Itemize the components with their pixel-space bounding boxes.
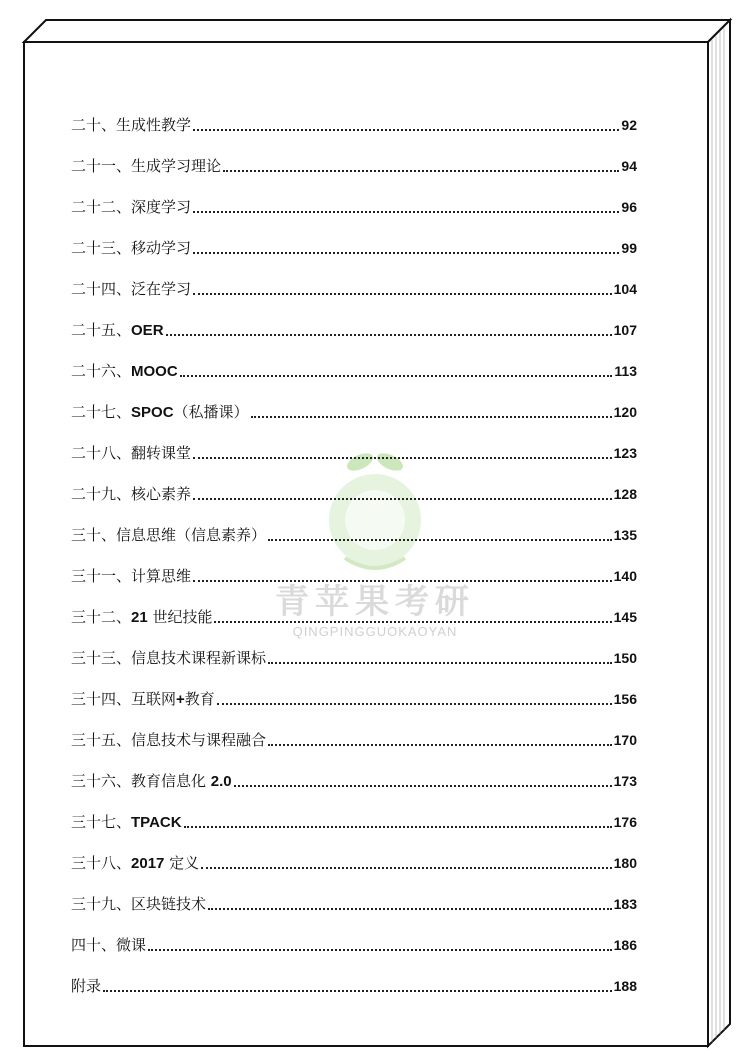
- toc-page-number: 145: [613, 608, 637, 625]
- toc-entry[interactable]: [71, 596, 637, 637]
- toc-entry-title: 二十、生成性教学: [71, 116, 192, 134]
- toc-entry-title: 三十六、教育信息化 2.0: [71, 772, 232, 790]
- toc-page-number: 186: [613, 936, 637, 953]
- toc-leader-dots: [184, 826, 612, 828]
- toc-entry-title: 四十、微课: [71, 936, 147, 954]
- toc-leader-dots: [234, 785, 612, 787]
- toc-entry[interactable]: [71, 965, 637, 1006]
- toc-entry-title: 二十五、OER: [71, 321, 164, 339]
- toc-entry[interactable]: [71, 637, 637, 678]
- toc-entry-title: 二十六、MOOC: [71, 362, 178, 380]
- toc-page-number: 123: [613, 444, 637, 461]
- toc-entry-title: 三十、信息思维（信息素养）: [71, 526, 267, 544]
- toc-entry[interactable]: [71, 350, 637, 391]
- toc-page-number: 94: [621, 157, 637, 174]
- toc-leader-dots: [223, 170, 619, 172]
- toc-entry-title: 附录: [71, 977, 102, 995]
- toc-entry-title: 二十九、核心素养: [71, 485, 192, 503]
- toc-entry[interactable]: [71, 186, 637, 227]
- toc-leader-dots: [193, 211, 619, 213]
- toc-entry[interactable]: [71, 678, 637, 719]
- toc-entry-title: 三十五、信息技术与课程融合: [71, 731, 267, 749]
- toc-entry-title: 三十九、区块链技术: [71, 895, 207, 913]
- toc-page-number: 107: [613, 321, 637, 338]
- toc-entry[interactable]: [71, 145, 637, 186]
- toc-leader-dots: [193, 580, 612, 582]
- toc-page-number: 180: [613, 854, 637, 871]
- toc-page-number: 96: [621, 198, 637, 215]
- toc-page-number: 183: [613, 895, 637, 912]
- toc-leader-dots: [214, 621, 611, 623]
- toc-leader-dots: [201, 867, 611, 869]
- toc-leader-dots: [193, 252, 619, 254]
- toc-page-number: 104: [613, 280, 637, 297]
- toc-page-number: 99: [621, 239, 637, 256]
- toc-entry-title: 三十一、计算思维: [71, 567, 192, 585]
- toc-page-number: 176: [613, 813, 637, 830]
- toc-entry-title: 二十四、泛在学习: [71, 280, 192, 298]
- toc-entry-title: 三十三、信息技术课程新课标: [71, 649, 267, 667]
- toc-entry[interactable]: [71, 924, 637, 965]
- toc-entry-title: 二十八、翻转课堂: [71, 444, 192, 462]
- toc-entry[interactable]: [71, 391, 637, 432]
- toc-leader-dots: [217, 703, 612, 705]
- toc-leader-dots: [268, 744, 612, 746]
- toc-page-number: 135: [613, 526, 637, 543]
- toc-leader-dots: [166, 334, 612, 336]
- toc-entry[interactable]: [71, 104, 637, 145]
- toc-entry-title: 三十八、2017 定义: [71, 854, 200, 872]
- toc-leader-dots: [251, 416, 612, 418]
- toc-entry[interactable]: [71, 432, 637, 473]
- toc-entry[interactable]: [71, 760, 637, 801]
- toc-leader-dots: [193, 293, 612, 295]
- toc-entry-title: 二十七、SPOC（私播课）: [71, 403, 249, 421]
- toc-entry[interactable]: [71, 555, 637, 596]
- toc-leader-dots: [268, 662, 612, 664]
- toc-page-number: 150: [613, 649, 637, 666]
- watermark-text: 青苹果考研: [275, 582, 475, 622]
- toc-entry[interactable]: [71, 719, 637, 760]
- toc-entry[interactable]: [71, 801, 637, 842]
- toc-leader-dots: [193, 498, 612, 500]
- toc-page-number: 156: [613, 690, 637, 707]
- toc-page-number: 113: [614, 362, 637, 379]
- toc-leader-dots: [148, 949, 612, 951]
- toc-entry[interactable]: [71, 227, 637, 268]
- toc-leader-dots: [193, 129, 619, 131]
- toc-entry-title: 二十一、生成学习理论: [71, 157, 222, 175]
- toc-entry[interactable]: [71, 883, 637, 924]
- toc-entry-title: 二十三、移动学习: [71, 239, 192, 257]
- toc-page-number: 92: [621, 116, 637, 133]
- toc-page-number: 120: [613, 403, 637, 420]
- toc-page-number: 128: [613, 485, 637, 502]
- toc-leader-dots: [103, 990, 612, 992]
- toc-page-number: 170: [613, 731, 637, 748]
- toc-entry[interactable]: [71, 842, 637, 883]
- watermark-subtext: QINGPINGGUOKAOYAN: [292, 624, 458, 639]
- toc-entry[interactable]: [71, 514, 637, 555]
- toc-page-number: 140: [613, 567, 637, 584]
- toc-entry-title: 三十七、TPACK: [71, 813, 182, 831]
- toc-leader-dots: [180, 375, 613, 377]
- toc-entry-title: 三十四、互联网+教育: [71, 690, 215, 708]
- toc-entry[interactable]: [71, 473, 637, 514]
- table-of-contents: [71, 104, 637, 1006]
- toc-page-number: 173: [613, 772, 637, 789]
- toc-entry[interactable]: [71, 309, 637, 350]
- toc-entry-title: 二十二、深度学习: [71, 198, 192, 216]
- toc-leader-dots: [268, 539, 612, 541]
- toc-entry-title: 三十二、21 世纪技能: [71, 608, 213, 626]
- toc-entry[interactable]: [71, 268, 637, 309]
- toc-page-number: 188: [613, 977, 637, 994]
- toc-leader-dots: [208, 908, 612, 910]
- toc-leader-dots: [193, 457, 612, 459]
